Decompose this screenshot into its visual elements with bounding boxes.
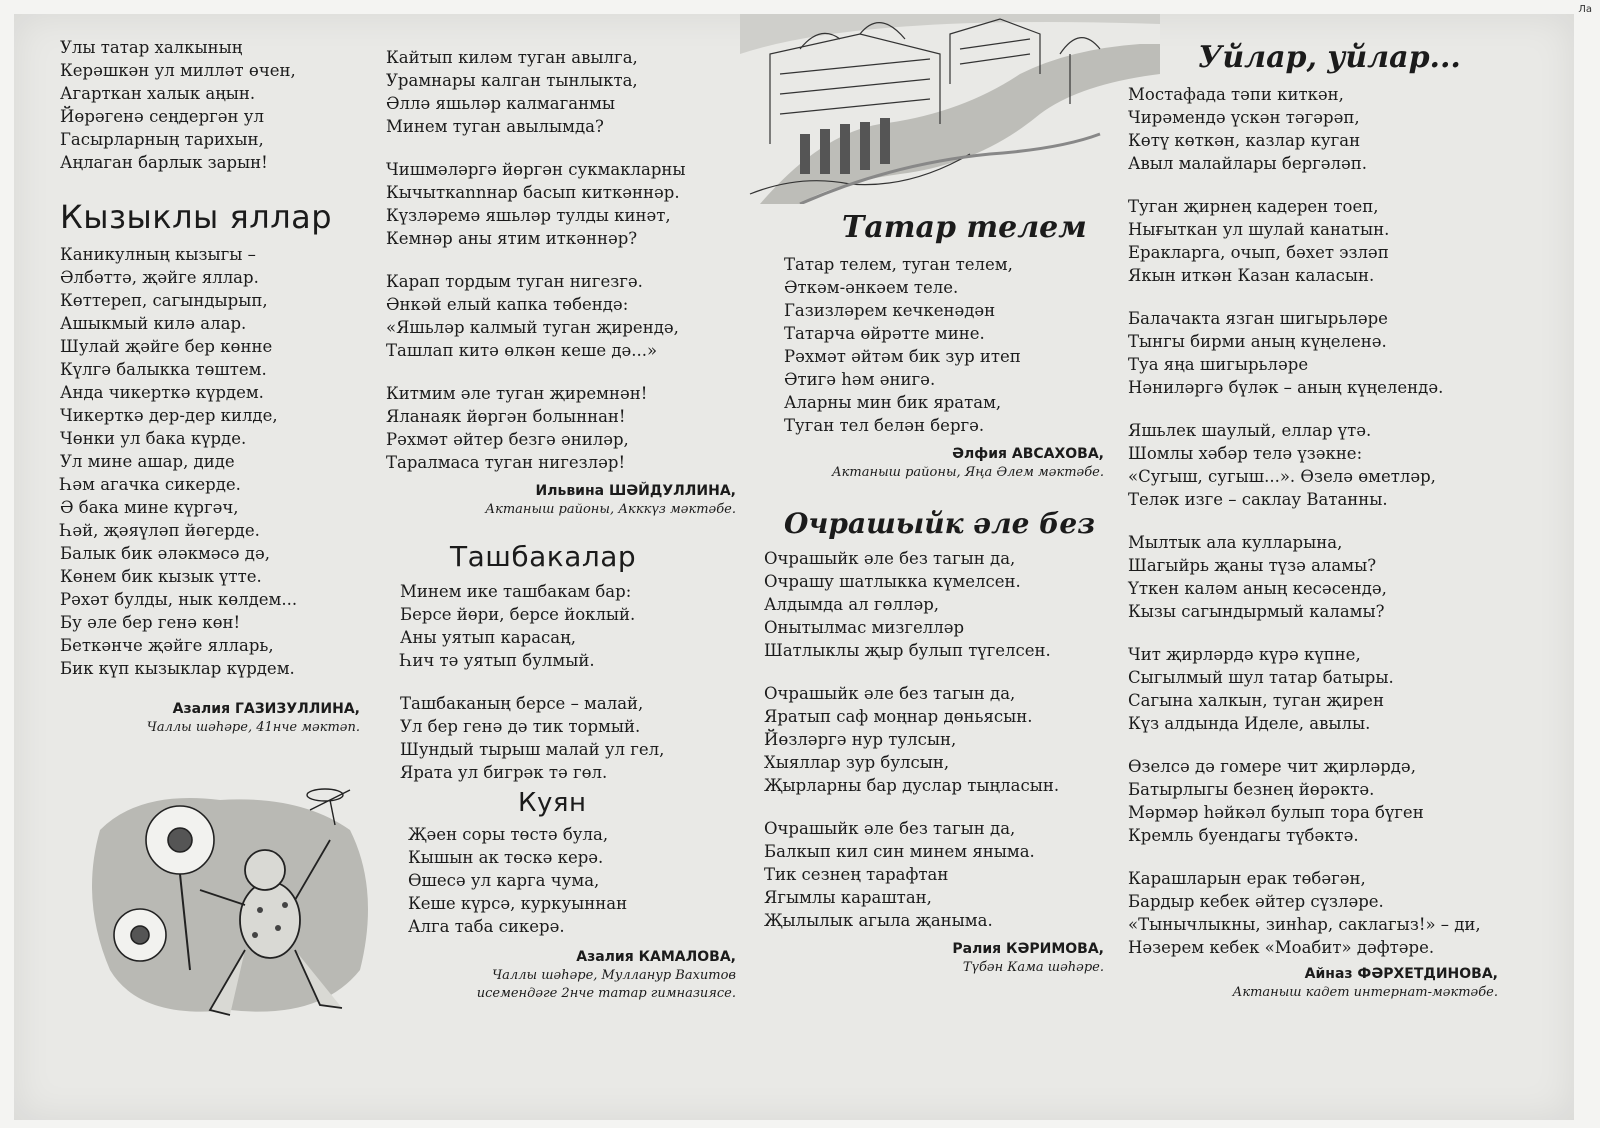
author-name: Ильвина ШӘЙДУЛЛИНА,	[535, 483, 736, 499]
verse-line: Көттереп, сагындырып,	[60, 291, 268, 310]
verse-line: Өшесә ул карга чума,	[408, 871, 600, 890]
verse-line: Өзелсә дә гомере чит җирләрдә,	[1128, 757, 1416, 776]
stanza	[1128, 867, 1528, 959]
verse-line: Яратып саф моңнар дөньясын.	[764, 707, 1033, 726]
verse-line: Ташбаканың берсе – малай,	[400, 694, 644, 713]
stanza	[1128, 419, 1528, 511]
author-school: Актаныш районы, Яңа Әлем мәктәбе.	[831, 465, 1104, 480]
verse-line: Рәхәт булды, нык көлдем...	[60, 590, 298, 609]
verse-line: Кайтып киләм туган авылга,	[386, 48, 638, 67]
verse-line: Теләк изге – саклау Ватанны.	[1128, 490, 1388, 509]
verse-line: Рәхмәт әйтер безгә әниләр,	[386, 430, 629, 449]
stanza	[1128, 755, 1528, 847]
verse-line: Китмим әле туган җиремнән!	[386, 384, 648, 403]
verse-line: Еракларга, очып, бәхет эзләп	[1128, 243, 1389, 262]
verse-line: Ташлап китә өлкән кеше дә...»	[386, 341, 658, 360]
verse-line: Көтү көткән, казлар куган	[1128, 131, 1361, 150]
verse-line: Үткен каләм аның кесәсендә,	[1128, 579, 1387, 598]
poem-title-tashbakalar: Ташбакалар	[450, 540, 637, 573]
author-school: Чаллы шәһәре, 41нче мәктәп.	[146, 720, 360, 735]
verse-line: Нығыткан ул шулай канатын.	[1128, 220, 1390, 239]
verse-line: Ягымлы караштан,	[764, 888, 932, 907]
verse-line: Шулай җәйге бер көнне	[60, 337, 273, 356]
verse-line: Агарткан халык аңын.	[60, 84, 256, 103]
verse-line: Очрашыйк әле без тагын да,	[764, 549, 1016, 568]
verse-line: Рәхмәт әйтәм бик зур итеп	[784, 347, 1021, 366]
verse-line: Беткәнче җәйге ялларь,	[60, 636, 274, 655]
verse-line: Кызы сагындырмый каламы?	[1128, 602, 1385, 621]
verse-line: Хыяллар зур булсын,	[764, 753, 950, 772]
verse-line: Яшьлек шаулый, еллар үтә.	[1128, 421, 1372, 440]
poem-body	[60, 243, 360, 680]
stanza	[400, 692, 736, 784]
poem-body	[784, 253, 1104, 437]
verse-line: Ә бака мине күргәч,	[60, 498, 239, 517]
author-name: Азалия КАМАЛОВА,	[576, 949, 736, 965]
verse-line: Мостафада тәпи киткән,	[1128, 85, 1344, 104]
verse-line: Очрашу шатлыкка күмелсен.	[764, 572, 1021, 591]
stanza	[386, 46, 736, 138]
verse-line: Минем туган авылымда?	[386, 117, 604, 136]
verse-line: Һич тә уятып булмый.	[400, 651, 595, 670]
author-school: Чаллы шәһәре, Мулланур Вахитов	[492, 968, 736, 983]
verse-line: Һәй, җәяүләп йөгерде.	[60, 521, 260, 540]
column-3	[764, 210, 1104, 977]
verse-line: Кышын ак төскә керә.	[408, 848, 604, 867]
verse-line: Балкып кил син минем яныма.	[764, 842, 1035, 861]
verse-line: Кычыткannнар басып киткәннәр.	[386, 183, 680, 202]
stanza	[1128, 307, 1528, 399]
stanza	[764, 547, 1104, 662]
verse-line: Туа яңа шигырьләре	[1128, 355, 1309, 374]
verse-line: Ул бер генә дә тик тормый.	[400, 717, 641, 736]
verse-line: Күзләремә яшьләр тулды кинәт,	[386, 206, 671, 225]
verse-line: «Тынычлыкны, зинһар, саклагыз!» – ди,	[1128, 915, 1481, 934]
verse-line: Туган тел белән бергә.	[784, 416, 985, 435]
stanza	[1128, 195, 1528, 287]
verse-line: Һәм агачка сикерде.	[60, 475, 241, 494]
author-school: Актаныш районы, Акккүз мәктәбе.	[485, 502, 736, 517]
verse-line: «Яшьләр калмый туган җирендә,	[386, 318, 679, 337]
verse-line: Чирәмендә үскән тәгәрәп,	[1128, 108, 1360, 127]
verse-line: Күлгә балыкка төштем.	[60, 360, 267, 379]
verse-line: Гасырларның тарихын,	[60, 130, 264, 149]
verse-line: Мәрмәр һәйкәл булып тора бүген	[1128, 803, 1424, 822]
verse-line: Йөрәгенә сеңдергән ул	[60, 107, 264, 126]
verse-line: Ул мине ашар, диде	[60, 452, 235, 471]
column-1	[60, 36, 360, 737]
verse-line: Урамнары калган тынлыкта,	[386, 71, 638, 90]
verse-line: Алдымда ал гөлләр,	[764, 595, 940, 614]
verse-line: Бу әле бер генә көн!	[60, 613, 241, 632]
poem-title-ochrashyik: Очрашыйк әле без	[784, 507, 1096, 540]
stanza	[1128, 643, 1528, 735]
verse-line: Татар телем, туган телем,	[784, 255, 1013, 274]
verse-line: Ашыкмый килә алар.	[60, 314, 247, 333]
village-illustration	[740, 14, 1160, 204]
verse-line: Авыл малайлары бергәләп.	[1128, 154, 1368, 173]
ochrashyik-body	[764, 547, 1104, 932]
verse-line: Каникулның кызыгы –	[60, 245, 256, 264]
verse-line: Карап тордым туган нигезгә.	[386, 272, 643, 291]
verse-line: Бардыр кебек әйтер сүзләре.	[1128, 892, 1384, 911]
verse-line: Әллә яшьләр калмаганмы	[386, 94, 616, 113]
verse-line: Шатлыклы җыр булып түгелсен.	[764, 641, 1051, 660]
verse-line: Сыгылмый шул татар батыры.	[1128, 668, 1394, 687]
poem-title-tatar-telem: Татар телем	[842, 210, 1087, 245]
verse-line: Җылылык агыла җаныма.	[764, 911, 993, 930]
verse-line: Минем ике ташбакам бар:	[400, 582, 632, 601]
stanza	[1128, 531, 1528, 623]
stanza	[400, 580, 736, 672]
verse-line: Карашларын ерак төбәгән,	[1128, 869, 1366, 888]
stanza	[386, 270, 736, 362]
stanza	[386, 158, 736, 250]
column-2	[386, 46, 736, 1003]
intro-stanza	[60, 36, 360, 174]
author-name: Азалия ГАЗИЗУЛЛИНА,	[172, 701, 360, 717]
verse-line: Тик сезнең тарафтан	[764, 865, 949, 884]
verse-line: Шундый тырыш малай ул гел,	[400, 740, 665, 759]
verse-line: Чөнки ул бака күрде.	[60, 429, 247, 448]
verse-line: Алга таба сикерә.	[408, 917, 565, 936]
verse-line: Нәзерем кебек «Моабит» дәфтәре.	[1128, 938, 1435, 957]
verse-line: Җырларны бар дуслар тыңласын.	[764, 776, 1060, 795]
verse-line: Аңлаган барлык зарын!	[60, 153, 268, 172]
verse-line: Туган җирнең кадерен тоеп,	[1128, 197, 1379, 216]
tashbakalar-body	[386, 580, 736, 938]
author-school: Түбән Кама шәһәре.	[962, 960, 1104, 975]
verse-line: Аны уятып карасаң,	[400, 628, 576, 647]
verse-line: Анда чикерткә күрдем.	[60, 383, 264, 402]
verse-line: Күз алдында Иделе, авылы.	[1128, 714, 1371, 733]
verse-line: Сагына халкын, туган җирен	[1128, 691, 1384, 710]
verse-line: Әнкәй елый капка төбендә:	[386, 295, 629, 314]
poem-title-kyzykly-yallar: Кызыклы яллар	[60, 198, 333, 236]
verse-line: Кеше күрсә, куркуыннан	[408, 894, 628, 913]
stanza	[764, 682, 1104, 797]
verse-line: Батырлыгы безнең йөрәктә.	[1128, 780, 1375, 799]
author-name: Әлфия АВСАХОВА,	[952, 446, 1104, 462]
verse-line: Мылтык ала кулларына,	[1128, 533, 1343, 552]
corner-text: Ла	[1578, 4, 1592, 15]
verse-line: Берсе йөри, берсе йоклый.	[400, 605, 636, 624]
verse-line: Очрашыйк әле без тагын да,	[764, 684, 1016, 703]
verse-line: Нәниләргә бүләк – аның күңелендә.	[1128, 378, 1444, 397]
verse-line: Балык бик әләкмәсә дә,	[60, 544, 270, 563]
verse-line: Кремль буендагы түбәктә.	[1128, 826, 1359, 845]
verse-line: Шомлы хәбәр телә үзәкне:	[1128, 444, 1363, 463]
frog-illustration	[80, 770, 380, 1040]
verse-line: Яланаяк йөргән болыннан!	[386, 407, 626, 426]
verse-line: Газизләрем кечкенәдән	[784, 301, 996, 320]
verse-line: Якын иткән Казан каласын.	[1128, 266, 1375, 285]
verse-line: Әтигә һәм әнигә.	[784, 370, 936, 389]
poem-title-uilar-uilar: Уйлар, уйлар...	[1198, 40, 1461, 75]
stanza	[1128, 83, 1528, 175]
column-4	[1128, 40, 1528, 1002]
verse-line: Ярата ул бигрәк тә гөл.	[400, 763, 608, 782]
verse-line: Аларны мин бик яратам,	[784, 393, 1002, 412]
verse-line: «Сугыш, сугыш...». Өзелә өметләр,	[1128, 467, 1436, 486]
verse-line: Улы татар халкының	[60, 38, 243, 57]
verse-line: Җәен соры төстә була,	[408, 825, 609, 844]
verse-line: Әлбәттә, җәйге яллар.	[60, 268, 259, 287]
verse-line: Чит җирләрдә күрә күпне,	[1128, 645, 1361, 664]
verse-line: Чишмәләргә йөргән сукмакларны	[386, 160, 686, 179]
author-school: Актаныш кадет интернат-мәктәбе.	[1232, 985, 1498, 1000]
verse-line: Керәшкән ул милләт өчен,	[60, 61, 296, 80]
verse-line: Әткәм-әнкәем теле.	[784, 278, 959, 297]
author-name: Ралия КӘРИМОВА,	[952, 941, 1104, 957]
author-name: Айназ ФӘРХЕТДИНОВА,	[1304, 966, 1498, 982]
stanza	[400, 823, 736, 938]
stanza	[764, 817, 1104, 932]
verse-line: Онытылмас мизгелләр	[764, 618, 965, 637]
verse-line: Бик күп кызыклар күрдем.	[60, 659, 295, 678]
verse-line: Очрашыйк әле без тагын да,	[764, 819, 1016, 838]
verse-line: Чикерткә дер-дер килде,	[60, 406, 278, 425]
author-school: исемендәге 2нче татар гимназиясе.	[476, 986, 736, 1001]
verse-line: Таралмаса туган нигезләр!	[386, 453, 626, 472]
stanza	[386, 382, 736, 474]
verse-line: Шагыйрь җаны түзә аламы?	[1128, 556, 1377, 575]
verse-line: Татарча өйрәтте мине.	[784, 324, 985, 343]
verse-line: Йөзләргә нур тулсын,	[764, 730, 957, 749]
verse-line: Көнем бик кызык үтте.	[60, 567, 262, 586]
verse-line: Кемнәр аны ятим иткәннәр?	[386, 229, 638, 248]
verse-line: Балачакта язган шигырьләре	[1128, 309, 1388, 328]
verse-line: Тынгы бирми аның күңеленә.	[1128, 332, 1387, 351]
poem-title-kuyan: Куян	[518, 788, 587, 818]
